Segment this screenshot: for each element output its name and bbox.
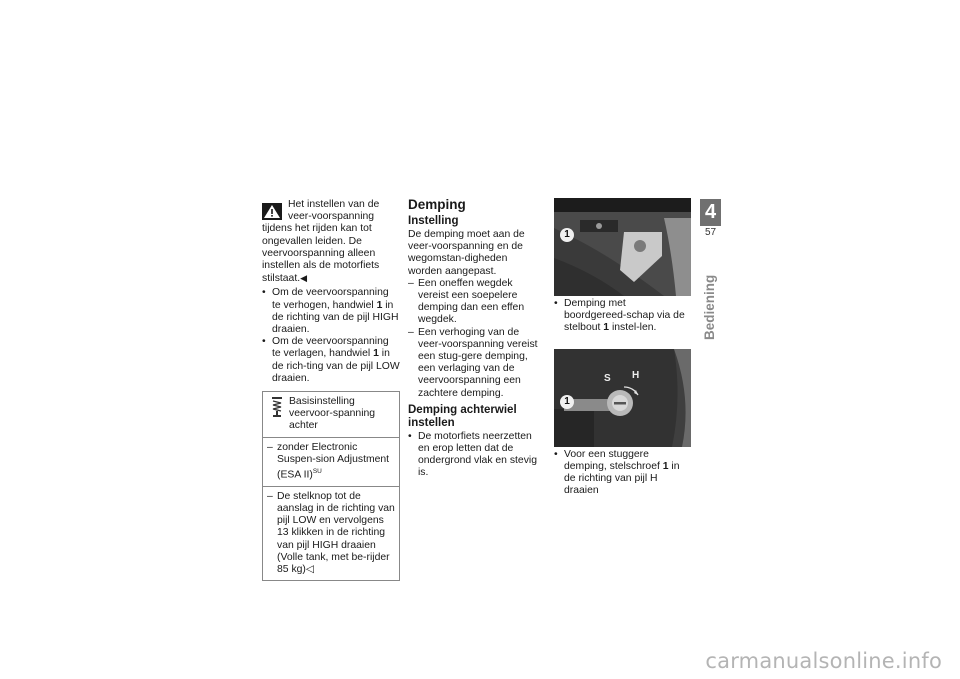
list-item: • Demping met boordgereed-schap via de stelbout 1 instel-len. xyxy=(554,298,691,335)
chapter-label: Bediening xyxy=(702,274,717,340)
subsection-heading: Demping achterwiel instellen xyxy=(408,403,517,429)
warning-triangle-icon xyxy=(262,203,282,220)
section-title: Demping xyxy=(408,197,466,212)
callout-1: 1 xyxy=(560,228,574,242)
damping-conditions xyxy=(408,278,544,400)
callout-1: 1 xyxy=(560,395,574,409)
watermark: carmanualsonline.info xyxy=(705,649,942,673)
list-item: • Voor een stuggere demping, stelschroef 1 in de richting van pijl H draaien xyxy=(554,449,691,498)
warning-end-mark: ◀ xyxy=(300,273,308,284)
photo-illustration xyxy=(554,349,691,447)
spring-preload-icon xyxy=(271,397,283,417)
subsection-heading: Instelling xyxy=(408,215,459,227)
column-left xyxy=(262,199,400,581)
photo-damping-bolt xyxy=(554,198,691,296)
list-item: • Om de veervoorspanning te verhogen, handwiel 1 in de richting van de pijl HIGH draaien. xyxy=(262,287,400,336)
photo-illustration xyxy=(554,198,691,296)
basic-setting-condition: – zonder Electronic Suspen-sion Adjustment (ESA II)$^{SU}$ xyxy=(263,438,399,487)
warning-block xyxy=(262,199,400,285)
label-h: H xyxy=(632,369,640,381)
list-item: – Een verhoging van de veer-voorspanning vereist een stug-gere demping, een verlaging van de veervoorspanning een zachtere demping. xyxy=(408,327,544,400)
column-middle xyxy=(408,197,544,480)
page-number: 57 xyxy=(704,227,717,238)
photo-damping-knob xyxy=(554,349,691,447)
rear-damping-steps xyxy=(408,431,544,480)
list-item: – Een oneffen wegdek vereist een soepelere demping dan een effen wegdek. xyxy=(408,278,544,327)
basic-setting-step: – De stelknop tot de aanslag in de richting van pijl LOW en vervolgens 13 klikken in de richting van pijl HIGH draaien (Volle tank, met be-rijder 85 kg)◁ xyxy=(263,487,399,580)
chapter-number: 4 xyxy=(700,199,721,226)
label-s: S xyxy=(604,372,611,384)
warning-text: Het instellen van de veer-voorspanning tijdens het rijden kan tot ongevallen leiden. De veervoorspanning alleen instellen als de motorfiets stilstaat. xyxy=(262,199,380,285)
preload-instructions xyxy=(262,287,400,385)
paragraph: De demping moet aan de veer-voorspanning en de wegomstan-digheden worden aangepast. xyxy=(408,229,525,277)
basic-setting-box xyxy=(262,391,400,581)
list-item: • De motorfiets neerzetten en erop letten dat de ondergrond vlak en stevig is. xyxy=(408,431,544,480)
basic-setting-heading: Basisinstelling veervoor-spanning achter xyxy=(263,392,399,438)
column-right xyxy=(554,198,691,497)
list-item: • Om de veervoorspanning te verlagen, handwiel 1 in de rich-ting van de pijl LOW draaien. xyxy=(262,336,400,385)
